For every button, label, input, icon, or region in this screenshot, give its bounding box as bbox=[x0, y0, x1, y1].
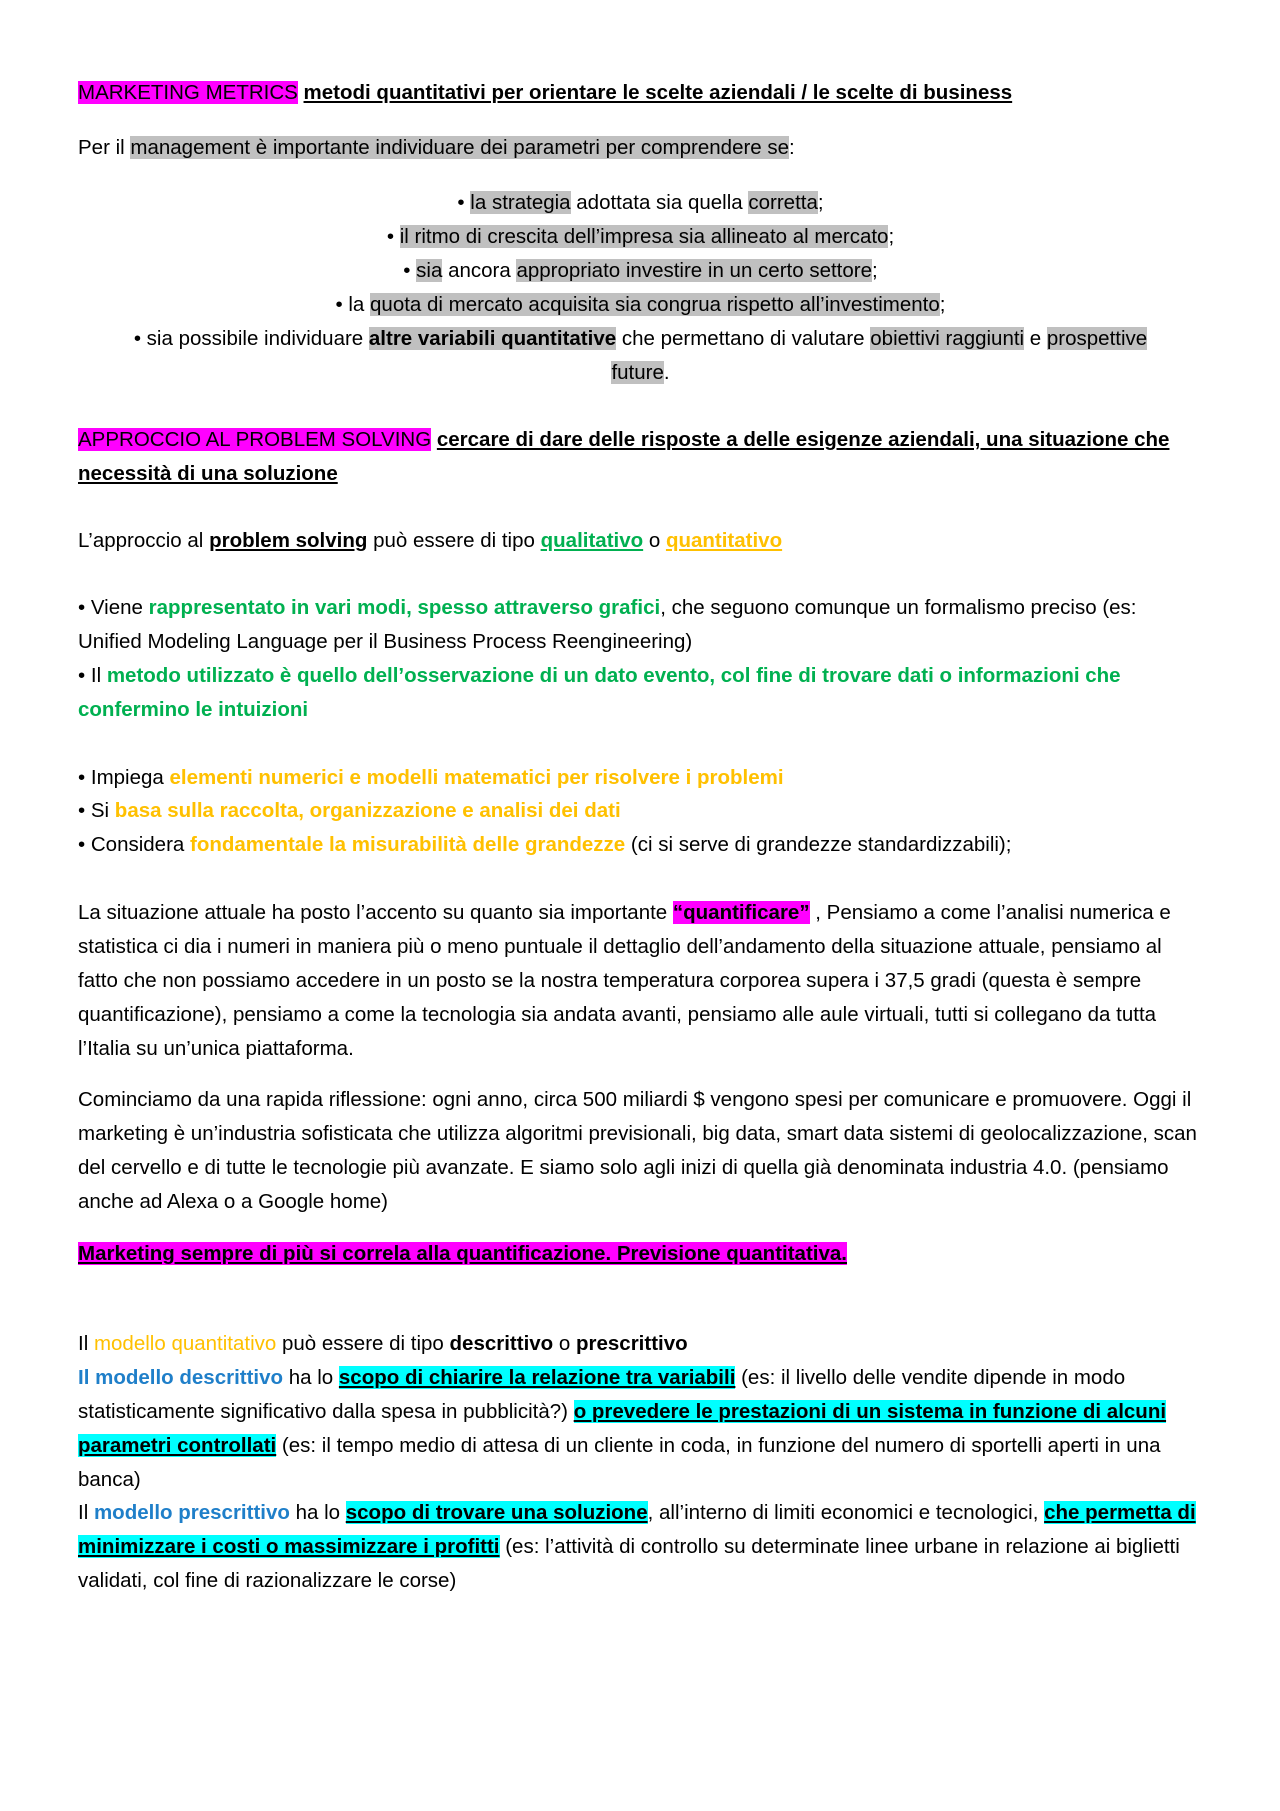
text-run: Il bbox=[78, 1501, 94, 1524]
qualitative-term: qualitativo bbox=[540, 529, 644, 552]
prescriptive-model-paragraph bbox=[78, 1496, 1203, 1598]
text-run: ; bbox=[888, 225, 895, 248]
text-run: Il bbox=[78, 1332, 94, 1355]
yellow-text: fondamentale la misurabilità delle grandezze bbox=[190, 833, 626, 856]
heading-label: MARKETING METRICS bbox=[78, 81, 298, 104]
green-text: metodo utilizzato è quello dell’osservazione di un dato evento, col fine di trovare dati o informazioni che confermino le intuizioni bbox=[78, 664, 1121, 721]
reflection-paragraph: Cominciamo da una rapida riflessione: ogni anno, circa 500 miliardi $ vengono spesi per comunicare e promuovere. Oggi il marketing è un’industria sofisticata che utilizza algoritmi previsionali, big data, smart data sistemi di geolocalizzazione, scan del cervello e di tutte le tecnologie più avanzate. E siamo solo agli inizi di quella già denominata industria 4.0. (pensiamo anche ad Alexa o a Google home) bbox=[78, 1088, 1197, 1213]
bullet-invest bbox=[78, 254, 1203, 288]
bullet-marker: • bbox=[403, 259, 417, 282]
blue-text: Il modello descrittivo bbox=[78, 1366, 284, 1389]
highlighted-text: obiettivi raggiunti bbox=[870, 327, 1025, 350]
text-run: (ci si serve di grandezze standardizzabili); bbox=[625, 833, 1012, 856]
text-run: Per il bbox=[78, 136, 131, 159]
highlighted-text: scopo di trovare una soluzione bbox=[345, 1501, 648, 1524]
text-run: , che seguono comunque un formalismo preciso (es: Unified Modeling Language per il Business Process Reengineering) bbox=[78, 596, 1137, 653]
blue-text: modello prescrittivo bbox=[93, 1501, 290, 1524]
yellow-text: basa sulla raccolta, organizzazione e analisi dei dati bbox=[114, 799, 621, 822]
bullet-strategy bbox=[78, 186, 1203, 220]
quantitative-term: quantitativo bbox=[665, 529, 783, 552]
text-run: • Il bbox=[78, 664, 107, 687]
descriptive-model-paragraph bbox=[78, 1361, 1203, 1497]
text-run: • Considera bbox=[78, 833, 191, 856]
approach-paragraph bbox=[78, 524, 1203, 558]
quantify-paragraph bbox=[78, 896, 1203, 1066]
bullet-growth bbox=[78, 220, 1203, 254]
text-run: adottata sia quella bbox=[570, 191, 749, 214]
highlighted-text: il ritmo di crescita dell’impresa sia allineato al mercato bbox=[399, 225, 889, 248]
text-run: può essere di tipo bbox=[276, 1332, 450, 1355]
bold-underlined-text: problem solving bbox=[209, 529, 368, 552]
text-run: ancora bbox=[442, 259, 517, 282]
text-run: , Pensiamo a come l’analisi numerica e statistica ci dia i numeri in maniera più o meno puntuale il dettaglio dell’andamento della situazione attuale, pensiamo al fatto che non possiamo accedere in un posto se la nostra temperatura corporea supera i 37,5 gradi (questa è sempre quantificazione), pensiamo a come la tecnologia sia andata avanti, pensiamo alle aule virtuali, tutti si collegano da tutta l’Italia su un’unica piattaforma. bbox=[78, 901, 1171, 1060]
text-run: • sia possibile individuare bbox=[133, 327, 369, 350]
text-run: ; bbox=[872, 259, 878, 282]
heading-text: cercare di dare delle risposte a delle esigenze aziendali, una situazione che necessità di una soluzione bbox=[78, 428, 1170, 485]
highlighted-text: future bbox=[611, 361, 664, 384]
text-run: , all’interno di limiti economici e tecnologici, bbox=[647, 1501, 1045, 1524]
quantitative-bullet-1 bbox=[78, 761, 1203, 795]
text-run: • Viene bbox=[78, 596, 149, 619]
intro-paragraph bbox=[78, 131, 1203, 165]
green-text: rappresentato in vari modi, spesso attraverso grafici bbox=[148, 596, 661, 619]
bullet-marker: • bbox=[457, 191, 471, 214]
yellow-text: modello quantitativo bbox=[93, 1332, 277, 1355]
yellow-text: elementi numerici e modelli matematici per risolvere i problemi bbox=[169, 766, 784, 789]
text-run: (es: il tempo medio di attesa di un cliente in coda, in funzione del numero di sportelli aperti in una banca) bbox=[78, 1434, 1161, 1491]
highlighted-text: quota di mercato acquisita sia congrua rispetto all’investimento bbox=[370, 293, 940, 316]
text-run: e bbox=[1024, 327, 1047, 350]
text-run: • Impiega bbox=[78, 766, 170, 789]
highlighted-text: che permetta di minimizzare i costi o massimizzare i profitti bbox=[78, 1501, 1196, 1558]
highlighted-text: corretta bbox=[748, 191, 818, 214]
highlighted-text: sia bbox=[416, 259, 443, 282]
text-run: può essere di tipo bbox=[367, 529, 541, 552]
bullet-market-share bbox=[78, 288, 1203, 322]
text-run: (es: l’attività di controllo su determinate linee urbane in relazione ai biglietti validati, col fine di razionalizzare le corse) bbox=[78, 1535, 1180, 1592]
text-run: • Si bbox=[78, 799, 115, 822]
bullet-variables bbox=[78, 322, 1203, 390]
text-run: • la bbox=[335, 293, 371, 316]
highlighted-text: “quantificare” bbox=[672, 901, 810, 924]
highlighted-text: appropriato investire in un certo settore bbox=[516, 259, 872, 282]
highlighted-text: Marketing sempre di più si correla alla quantificazione. Previsione quantitativa. bbox=[78, 1242, 847, 1265]
marketing-metrics-heading bbox=[78, 76, 1203, 110]
text-run: ; bbox=[939, 293, 946, 316]
heading-label: APPROCCIO AL PROBLEM SOLVING bbox=[78, 428, 432, 451]
text-run: che permettano di valutare bbox=[616, 327, 871, 350]
text-run: L’approccio al bbox=[78, 529, 210, 552]
highlighted-text: management è importante individuare dei parametri per comprendere se bbox=[130, 136, 790, 159]
highlighted-text: o prevedere le prestazioni di un sistema in funzione di alcuni parametri controllati bbox=[78, 1400, 1167, 1457]
heading-text: metodi quantitativi per orientare le scelte aziendali / le scelte di business bbox=[303, 81, 1013, 104]
marketing-quantification-heading bbox=[78, 1237, 1203, 1271]
text-run: o bbox=[553, 1332, 576, 1355]
text-run: . bbox=[663, 361, 670, 384]
bullet-marker: • bbox=[386, 225, 400, 248]
text-run: ha lo bbox=[289, 1501, 346, 1524]
bold-text: descrittivo bbox=[449, 1332, 554, 1355]
qualitative-bullet-1 bbox=[78, 591, 1203, 659]
highlighted-text: prospettive bbox=[1046, 327, 1148, 350]
problem-solving-heading bbox=[78, 423, 1203, 491]
model-types-line bbox=[78, 1327, 1203, 1361]
text-run: : bbox=[789, 136, 795, 159]
highlighted-text: altre variabili quantitative bbox=[368, 327, 617, 350]
qualitative-bullet-2 bbox=[78, 659, 1203, 727]
highlighted-text: la strategia bbox=[470, 191, 571, 214]
bold-text: prescrittivo bbox=[576, 1332, 688, 1355]
text-run: (es: il livello delle vendite dipende in modo statisticamente significativo dalla spesa in pubblicità?) bbox=[78, 1366, 1126, 1423]
quantitative-bullet-3 bbox=[78, 828, 1203, 862]
highlighted-text: scopo di chiarire la relazione tra variabili bbox=[338, 1366, 736, 1389]
text-run: La situazione attuale ha posto l’accento su quanto sia importante bbox=[78, 901, 673, 924]
text-run: ; bbox=[817, 191, 824, 214]
text-run: ha lo bbox=[283, 1366, 339, 1389]
quantitative-bullet-2 bbox=[78, 794, 1203, 828]
text-run: o bbox=[643, 529, 666, 552]
